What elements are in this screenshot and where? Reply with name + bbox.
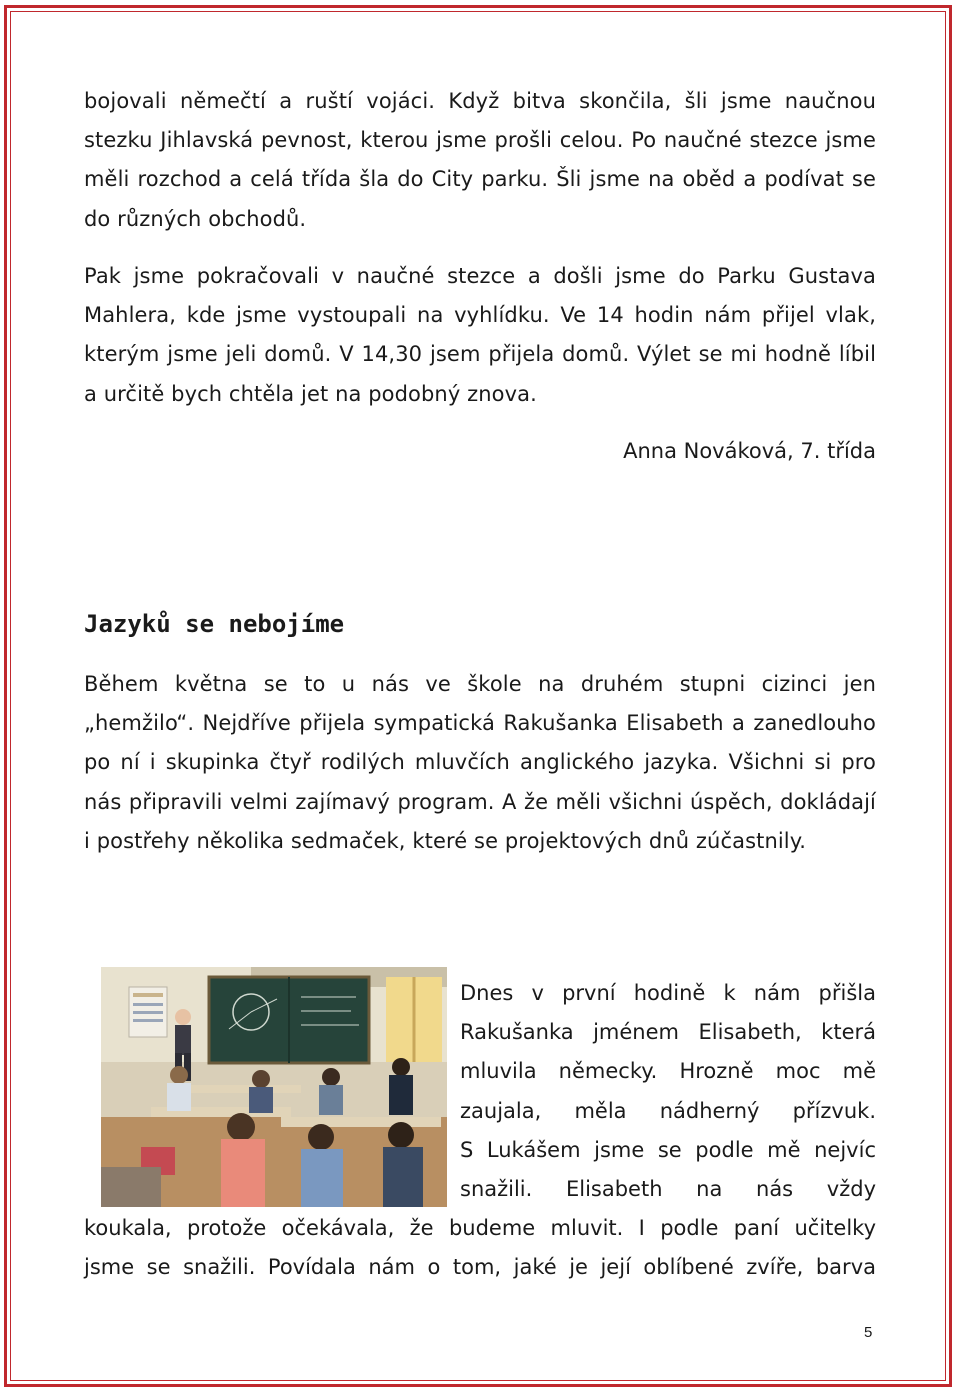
- text-line: jsme se snažili. Povídala nám o tom, jaké je její oblíbené zvíře, barva: [84, 1255, 876, 1280]
- text-line: zaujala, měla nádherný přízvuk.: [460, 1098, 876, 1123]
- text-line: snažili. Elisabeth na nás vždy: [460, 1177, 876, 1202]
- text-line: Rakušanka jménem Elisabeth, která: [460, 1020, 876, 1045]
- student-testimony-continued: [84, 1209, 876, 1287]
- student-testimony: [460, 974, 876, 1209]
- text-line: koukala, protože očekávala, že budeme mluvit. I podle paní učitelky: [84, 1216, 876, 1240]
- classroom-photo: [101, 967, 447, 1207]
- text-line: S Lukášem jsme se podle mě nejvíc: [460, 1137, 876, 1162]
- page-number: 5: [864, 1324, 873, 1341]
- text-line: mluvila německy. Hrozně moc mě: [460, 1059, 876, 1084]
- article-paragraph: bojovali němečtí a ruští vojáci. Když bitva skončila, šli jsme naučnou stezku Jihlavská pevnost, kterou jsme prošli celou. Po naučné stezce jsme měli rozchod a celá třída šla do City parku. Šli jsme na oběd a podívat se do různých obchodů.: [84, 89, 876, 231]
- article-paragraph: Pak jsme pokračovali v naučné stezce a došli jsme do Parku Gustava Mahlera, kde jsme vystoupali na vyhlídku. Ve 14 hodin nám přijel vlak, kterým jsme jeli domů. V 14,30 jsem přijela domů. Výlet se mi hodně líbil a určitě bych chtěla jet na podobný znova.: [84, 264, 876, 406]
- article-title: Jazyků se nebojíme: [84, 610, 345, 638]
- author-signature: Anna Nováková, 7. třída: [623, 439, 876, 463]
- article-intro: Během května se to u nás ve škole na druhém stupni cizinci jen „hemžilo“. Nejdříve přijela sympatická Rakušanka Elisabeth a zanedlouho po ní i skupinka čtyř rodilých mluvčích anglického jazyka. Všichni si pro nás připravili velmi zajímavý program. A že měli všichni úspěch, dokládají i postřehy několika sedmaček, které se projektových dnů zúčastnily.: [84, 672, 876, 853]
- text-line: Dnes v první hodině k nám přišla: [460, 981, 876, 1005]
